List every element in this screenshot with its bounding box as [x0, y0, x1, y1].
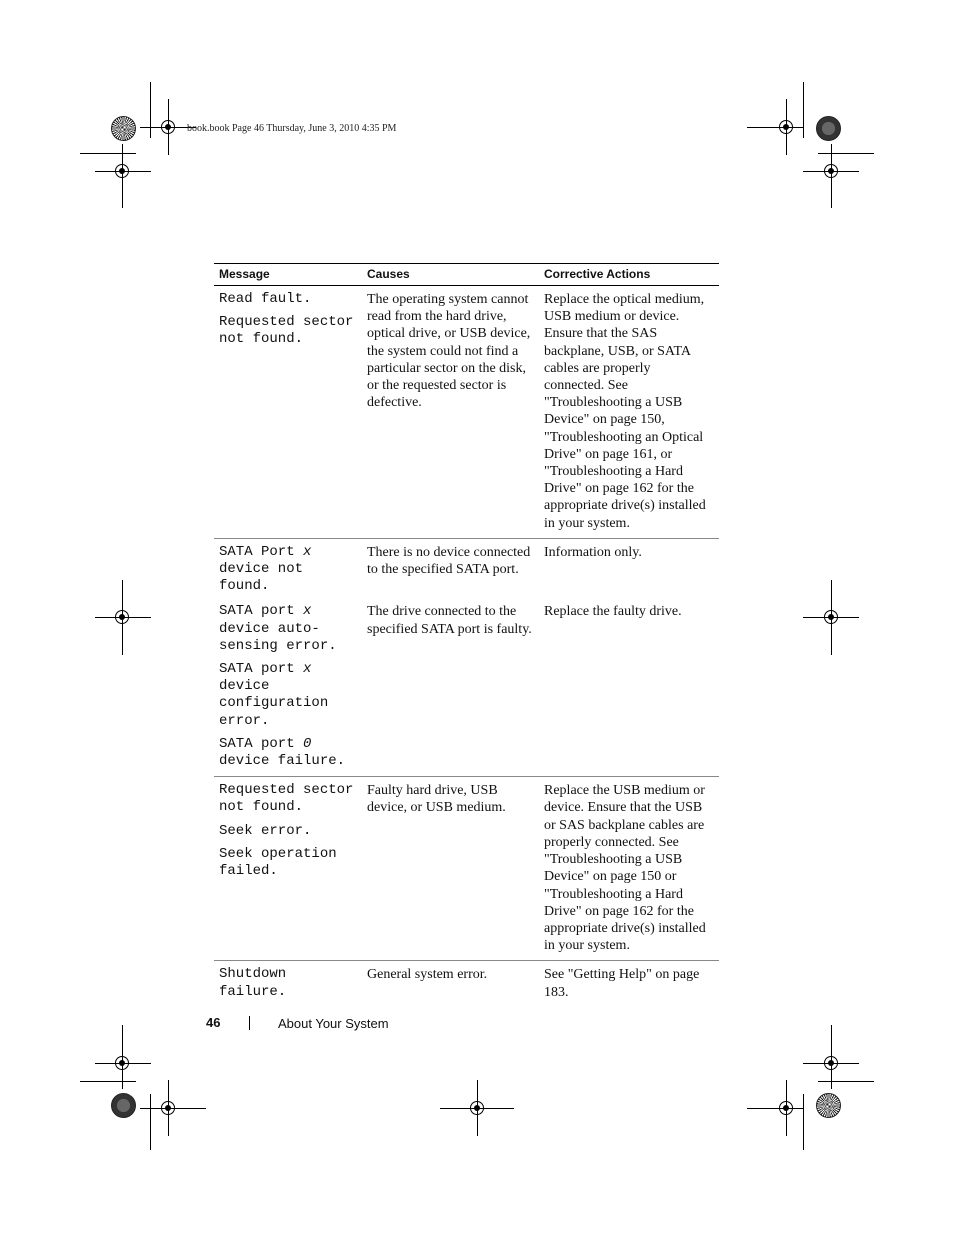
error-message-table [214, 263, 719, 1007]
message-cell [214, 961, 362, 1007]
message-cell [214, 595, 362, 776]
port-variable: x [303, 543, 312, 560]
print-header: book.book Page 46 Thursday, June 3, 2010 4:35 PM [187, 123, 397, 134]
message-text: SATA port x device auto-sensing error. [219, 603, 337, 654]
message-text: SATA port 0 device failure. [219, 735, 346, 770]
message-cell [214, 538, 362, 595]
registration-gray-circle-icon [816, 116, 841, 141]
port-variable: x [303, 603, 312, 620]
crosshair-icon [824, 164, 838, 178]
causes-cell: General system error. [367, 967, 488, 983]
table-row [214, 286, 719, 539]
footer-divider [249, 1016, 250, 1030]
table-row [214, 538, 719, 595]
crosshair-icon [779, 120, 793, 134]
column-header-causes: Causes [362, 264, 539, 286]
causes-cell: There is no device connected to the specified SATA port. [367, 544, 531, 578]
registration-sunburst-icon [111, 116, 136, 141]
crosshair-icon [115, 164, 129, 178]
crosshair-icon [115, 1056, 129, 1070]
message-cell [214, 286, 362, 539]
port-variable: x [303, 661, 312, 678]
message-cell [214, 777, 362, 961]
crosshair-icon [779, 1101, 793, 1115]
column-header-corrective-actions: Corrective Actions [539, 264, 719, 286]
table-row [214, 777, 719, 961]
crosshair-icon [161, 120, 175, 134]
causes-cell: Faulty hard drive, USB device, or USB medium. [362, 777, 539, 961]
crosshair-icon [824, 1056, 838, 1070]
registration-gray-circle-icon [111, 1093, 136, 1118]
message-text: Seek operation failed. [219, 845, 337, 880]
port-variable: 0 [303, 735, 312, 752]
crosshair-icon [470, 1101, 484, 1115]
actions-cell: Information only. [544, 544, 642, 560]
message-text: Shutdown failure. [219, 966, 287, 1000]
table-header-row [214, 264, 719, 286]
message-text: Read fault. [219, 291, 312, 307]
section-title: About Your System [278, 1016, 389, 1031]
crosshair-icon [161, 1101, 175, 1115]
registration-sunburst-icon [816, 1093, 841, 1118]
actions-cell: Replace the USB medium or device. Ensure that the USB or SAS backplane cables are properly connected. See "Troubleshooting a USB Device" on page 150 or "Troubleshooting a Hard Drive" on page 162 for the appropriate drive(s) installed in your system. [539, 777, 719, 961]
table-row [214, 961, 719, 1007]
message-text: Seek error. [219, 822, 312, 839]
message-text: Requested sector not found. [219, 782, 354, 816]
crosshair-icon [824, 610, 838, 624]
actions-cell: Replace the faulty drive. [539, 595, 719, 776]
causes-cell: The operating system cannot read from the hard drive, optical drive, or USB device, the system could not find a particular sector on the disk, or the requested sector is defective. [362, 286, 539, 539]
actions-cell: Replace the optical medium, USB medium or device. Ensure that the SAS backplane, USB, or SATA cables are properly connected. See "Troubleshooting a USB Device" on page 150, "Troubleshooting an Optical Drive" on page 161, or "Troubleshooting a Hard Drive" on page 162 for the appropriate drive(s) installed in your system. [539, 286, 719, 539]
crosshair-icon [115, 610, 129, 624]
message-text: SATA Port x device not found. [219, 543, 312, 595]
message-text: SATA port x device configuration error. [219, 661, 329, 729]
actions-cell: See "Getting Help" on page 183. [544, 967, 700, 1000]
column-header-message: Message [214, 264, 362, 286]
table-row [214, 595, 719, 776]
causes-cell: The drive connected to the specified SATA port is faulty. [362, 595, 539, 776]
page-number: 46 [206, 1015, 221, 1030]
message-text: Requested sector not found. [219, 314, 354, 348]
